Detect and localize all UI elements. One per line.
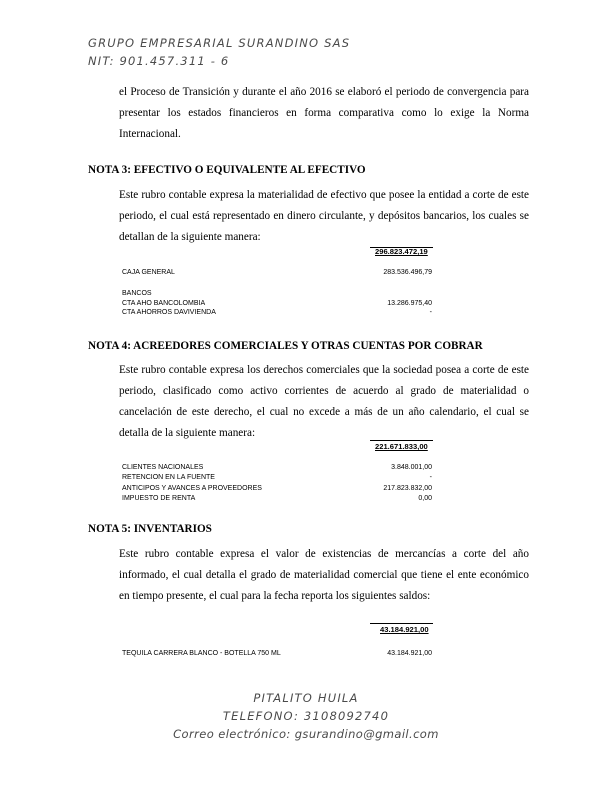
nota-5-total-rule	[370, 623, 433, 624]
footer-phone: TELEFONO: 3108092740	[222, 709, 390, 723]
row-label: CAJA GENERAL	[122, 269, 175, 276]
row-value: 13.286.975,40	[387, 300, 432, 307]
nota-3-paragraph: Este rubro contable expresa la materialidad de efectivo que posee la entidad a corte de este periodo, el cual está representado en dinero circulante, y depósitos bancarios, los cuales se detallan de la siguiente manera:	[119, 189, 529, 243]
row-value: -	[429, 309, 432, 316]
row-label: CTA AHORROS DAVIVIENDA	[122, 309, 216, 316]
nota-4-title: NOTA 4: ACREEDORES COMERCIALES Y OTRAS CUENTAS POR COBRAR	[88, 340, 483, 352]
nota-4-total: 221.671.833,00	[375, 442, 428, 451]
nota-3-title: NOTA 3: EFECTIVO O EQUIVALENTE AL EFECTIVO	[88, 164, 366, 176]
row-label: CTA AHO BANCOLOMBIA	[122, 300, 206, 307]
row-label: TEQUILA CARRERA BLANCO - BOTELLA 750 ML	[122, 650, 281, 657]
footer-city: PITALITO HUILA	[253, 691, 359, 705]
footer-email: Correo electrónico: gsurandino@gmail.com	[173, 727, 439, 741]
row-label: IMPUESTO DE RENTA	[122, 495, 196, 502]
row-value: 0,00	[418, 495, 432, 502]
nota-5-total: 43.184.921,00	[380, 625, 429, 634]
nota-4-paragraph: Este rubro contable expresa los derechos comerciales que la sociedad posea a corte de este periodo, clasificado como activo corrientes de acuerdo al grado de materialidad o cancelación de este derecho, el cual no excede a más de un año calendario, el cual se detalla de la siguiente manera:	[119, 364, 529, 439]
company-nit: NIT: 901.457.311 - 6	[88, 54, 230, 68]
company-name: GRUPO EMPRESARIAL SURANDINO SAS	[88, 36, 351, 50]
row-value: 43.184.921,00	[387, 650, 432, 657]
row-value: 283.536.496,79	[383, 269, 432, 276]
nota-3-total: 296.823.472,19	[375, 247, 428, 256]
row-label: RETENCION EN LA FUENTE	[122, 474, 215, 481]
row-label: BANCOS	[122, 290, 152, 297]
nota-5-paragraph: Este rubro contable expresa el valor de existencias de mercancías a corte del año informado, el cual detalla el grado de materialidad comercial que tiene el ente económico en tiempo presente, el cual para la fecha reporta los siguientes saldos:	[119, 548, 529, 602]
row-value: -	[429, 474, 432, 481]
nota-4-total-rule	[370, 440, 433, 441]
nota-5-title: NOTA 5: INVENTARIOS	[88, 523, 212, 535]
row-value: 3.848.001,00	[391, 464, 432, 471]
row-label: CLIENTES NACIONALES	[122, 464, 204, 471]
row-value: 217.823.832,00	[383, 485, 432, 492]
row-label: ANTICIPOS Y AVANCES A PROVEEDORES	[122, 485, 262, 492]
intro-paragraph: el Proceso de Transición y durante el año 2016 se elaboró el periodo de convergencia para presentar los estados financieros en forma comparativa como lo exige la Norma Internacional.	[119, 86, 529, 140]
